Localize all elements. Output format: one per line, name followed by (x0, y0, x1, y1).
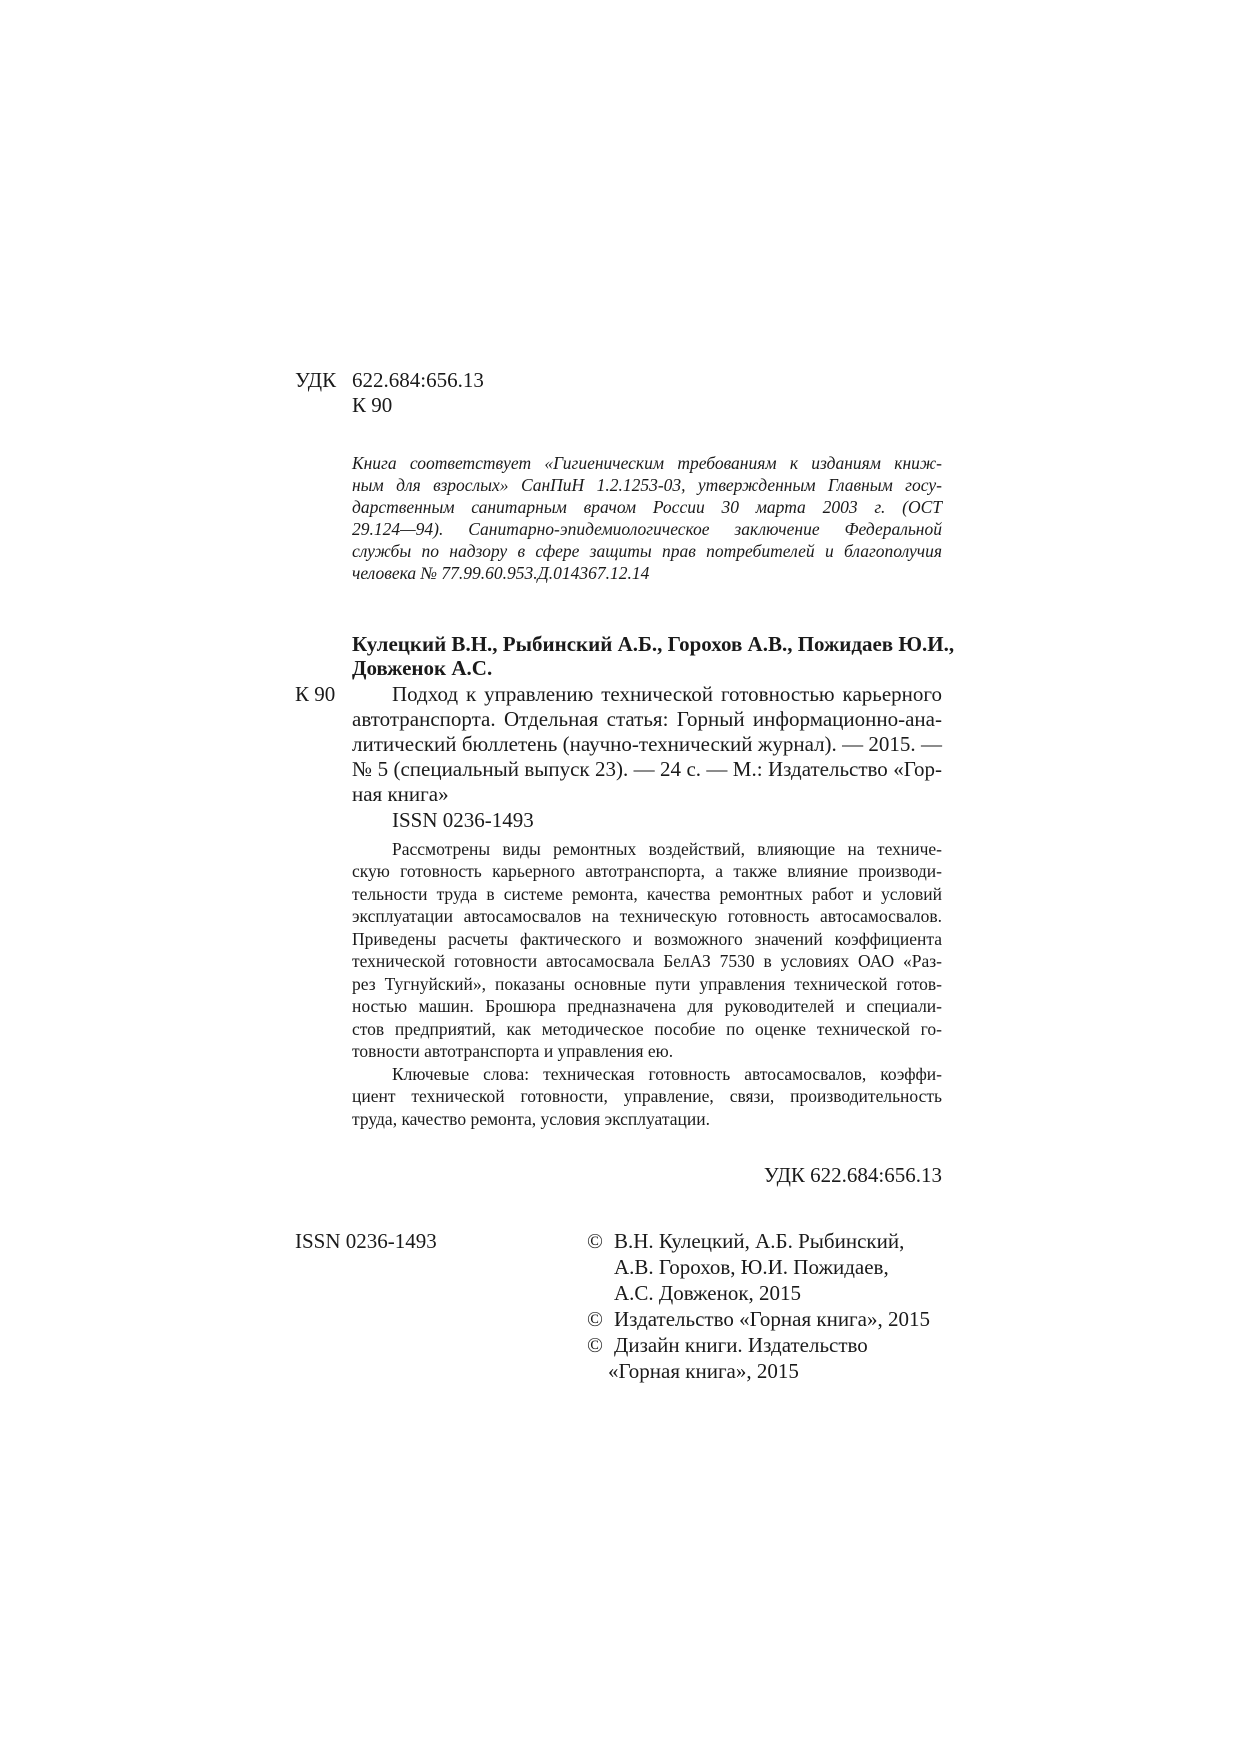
udk-label: УДК (295, 368, 337, 392)
hygiene-note-line: ным для взрослых» СанПиН 1.2.1253-03, утвержденным Главным госу- (352, 475, 942, 495)
bibliography-line: № 5 (специальный выпуск 23). — 24 с. — М.: Издательство «Гор- (352, 757, 942, 781)
authors-line: Кулецкий В.Н., Рыбинский А.Б., Горохов А.В., Пожидаев Ю.И., (352, 632, 955, 656)
bibliography-line: ная книга» (352, 782, 449, 806)
udk-code: 622.684:656.13 (352, 368, 484, 392)
copyright-publisher: Издательство «Горная книга», 2015 (614, 1307, 930, 1331)
abstract-line: эксплуатации автосамосвалов на техническую готовность автосамосвалов. (352, 906, 942, 926)
abstract-line: рез Тугнуйский», показаны основные пути управления технической готов- (352, 974, 942, 994)
abstract-line: Приведены расчеты фактического и возможного значений коэффициента (352, 929, 942, 949)
abstract-line: ностью машин. Брошюра предназначена для руководителей и специали- (352, 996, 942, 1016)
hygiene-note-line: службы по надзору в сфере защиты прав потребителей и благополучия (352, 541, 942, 561)
copyright-authors-line: А.С. Довженок, 2015 (614, 1281, 802, 1305)
abstract-line: Рассмотрены виды ремонтных воздействий, влияющие на техниче- (392, 839, 942, 859)
copyright-symbol: © (587, 1307, 603, 1331)
udk-footer: УДК 622.684:656.13 (763, 1163, 942, 1187)
copyright-design-line: «Горная книга», 2015 (608, 1359, 799, 1383)
bibliography-line: автотранспорта. Отдельная статья: Горный информационно-ана- (352, 707, 942, 731)
hygiene-note-line: человека № 77.99.60.953.Д.014367.12.14 (352, 563, 650, 583)
copyright-symbol: © (587, 1229, 603, 1253)
copyright-authors-line: В.Н. Кулецкий, А.Б. Рыбинский, (614, 1229, 905, 1253)
authors-line: Довженок А.С. (352, 656, 493, 680)
keywords-line: циент технической готовности, управление, связи, производительность (352, 1086, 942, 1106)
abstract-line: товности автотранспорта и управления ею. (352, 1041, 674, 1061)
hygiene-note-line: 29.124—94). Санитарно-эпидемиологическое заключение Федеральной (352, 519, 942, 539)
bibliography-line: литический бюллетень (научно-технический журнал). — 2015. — (352, 732, 942, 756)
copyright-design-line: Дизайн книги. Издательство (614, 1333, 868, 1357)
copyright-authors-line: А.В. Горохов, Ю.И. Пожидаев, (614, 1255, 889, 1279)
bibliography-line: Подход к управлению технической готовностью карьерного (392, 682, 942, 706)
keywords-line: Ключевые слова: техническая готовность автосамосвалов, коэффи- (392, 1064, 942, 1084)
copyright-symbol: © (587, 1333, 603, 1357)
issn-footer: ISSN 0236-1493 (295, 1229, 437, 1253)
hygiene-note-line: Книга соответствует «Гигиеническим требованиям к изданиям книж- (352, 453, 942, 473)
abstract-line: тельности труда в системе ремонта, качества ремонтных работ и условий (352, 884, 942, 904)
bibliography-mark: К 90 (295, 682, 336, 706)
abstract-line: скую готовность карьерного автотранспорта, а также влияние производи- (352, 861, 942, 881)
keywords-line: труда, качество ремонта, условия эксплуатации. (352, 1109, 710, 1129)
abstract-line: стов предприятий, как методическое пособие по оценке технической го- (352, 1019, 942, 1039)
author-mark: К 90 (352, 393, 393, 417)
hygiene-note-line: дарственным санитарным врачом России 30 марта 2003 г. (ОСТ (352, 497, 942, 517)
abstract-line: технической готовности автосамосвала БелАЗ 7530 в условиях ОАО «Раз- (352, 951, 942, 971)
bibliography-issn: ISSN 0236-1493 (392, 808, 534, 832)
